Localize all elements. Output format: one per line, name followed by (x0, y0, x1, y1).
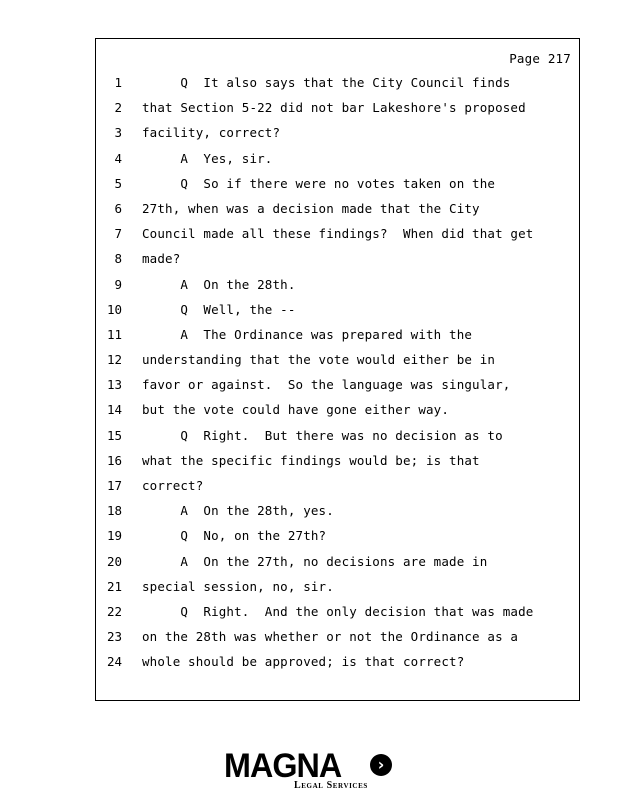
line-text: correct? (142, 478, 204, 493)
line-number: 15 (106, 427, 122, 443)
magna-logo (224, 747, 394, 795)
transcript-line (96, 397, 579, 422)
transcript-line (96, 146, 579, 171)
line-text: understanding that the vote would either be in (142, 352, 496, 368)
line-text: Q Right. And the only decision that was made (142, 603, 534, 619)
transcript-line (96, 196, 579, 221)
line-number: 6 (114, 200, 122, 216)
line-number: 16 (106, 452, 122, 468)
line-text: made? (142, 251, 181, 267)
line-text: Q It also says that the City Council finds (142, 75, 511, 90)
line-text: A Yes, sir. (142, 150, 273, 166)
line-number: 13 (106, 377, 122, 393)
line-number: 2 (114, 100, 122, 116)
transcript-line (96, 372, 579, 397)
transcript-line (96, 70, 579, 95)
line-text: that Section 5-22 did not bar Lakeshore's proposed (142, 100, 526, 116)
transcript-line (96, 272, 579, 297)
line-number: 11 (106, 326, 122, 342)
line-number: 20 (106, 553, 122, 569)
line-number: 18 (106, 503, 122, 519)
line-number: 23 (106, 629, 122, 645)
line-number: 4 (114, 150, 122, 166)
transcript-line (96, 599, 579, 624)
line-text: A On the 27th, no decisions are made in (142, 553, 488, 569)
line-text: whole should be approved; is that correct? (142, 654, 465, 670)
line-number: 10 (106, 301, 122, 317)
transcript-line (96, 95, 579, 120)
logo-subtitle: Legal Services (294, 780, 368, 791)
line-number: 19 (106, 528, 122, 544)
transcript-line (96, 347, 579, 372)
transcript-line (96, 473, 579, 498)
transcript-page (95, 38, 580, 701)
logo-wordmark: MAGNA (224, 747, 342, 785)
line-text: what the specific findings would be; is that (142, 452, 480, 468)
line-number: 9 (114, 276, 122, 292)
transcript-line (96, 120, 579, 145)
line-number: 22 (106, 603, 122, 619)
line-text: special session, no, sir. (142, 578, 334, 594)
line-number: 3 (114, 125, 122, 141)
transcript-line (96, 322, 579, 347)
page-number: Page 217 (509, 51, 571, 66)
transcript-line (96, 549, 579, 574)
transcript-line (96, 624, 579, 649)
line-number: 5 (114, 175, 122, 191)
line-text: on the 28th was whether or not the Ordinance as a (142, 629, 519, 645)
line-text: A On the 28th, yes. (142, 503, 334, 519)
transcript-line (96, 448, 579, 473)
line-text: facility, correct? (142, 125, 281, 141)
transcript-line (96, 423, 579, 448)
chevron-right-circle-icon: › (370, 754, 392, 776)
line-text: favor or against. So the language was singular, (142, 377, 511, 393)
transcript-line (96, 171, 579, 196)
transcript-line (96, 297, 579, 322)
line-number: 21 (106, 578, 122, 594)
line-text: 27th, when was a decision made that the City (142, 200, 480, 216)
line-text: but the vote could have gone either way. (142, 402, 450, 418)
transcript-line (96, 221, 579, 246)
line-text: Q So if there were no votes taken on the (142, 175, 496, 191)
transcript-lines (96, 70, 579, 675)
transcript-line (96, 246, 579, 271)
line-text: Q Well, the -- (142, 301, 296, 317)
transcript-line (96, 649, 579, 674)
line-number: 7 (114, 226, 122, 242)
line-text: Q Right. But there was no decision as to (142, 427, 503, 443)
line-text: Q No, on the 27th? (142, 528, 327, 544)
line-text: Council made all these findings? When did that get (142, 226, 534, 242)
line-number: 17 (106, 478, 122, 493)
line-number: 8 (114, 251, 122, 267)
transcript-line (96, 498, 579, 523)
line-number: 1 (114, 75, 122, 90)
line-number: 24 (106, 654, 122, 670)
transcript-line (96, 523, 579, 548)
line-text: A On the 28th. (142, 276, 296, 292)
line-number: 14 (106, 402, 122, 418)
transcript-line (96, 574, 579, 599)
line-number: 12 (106, 352, 122, 368)
line-text: A The Ordinance was prepared with the (142, 326, 473, 342)
